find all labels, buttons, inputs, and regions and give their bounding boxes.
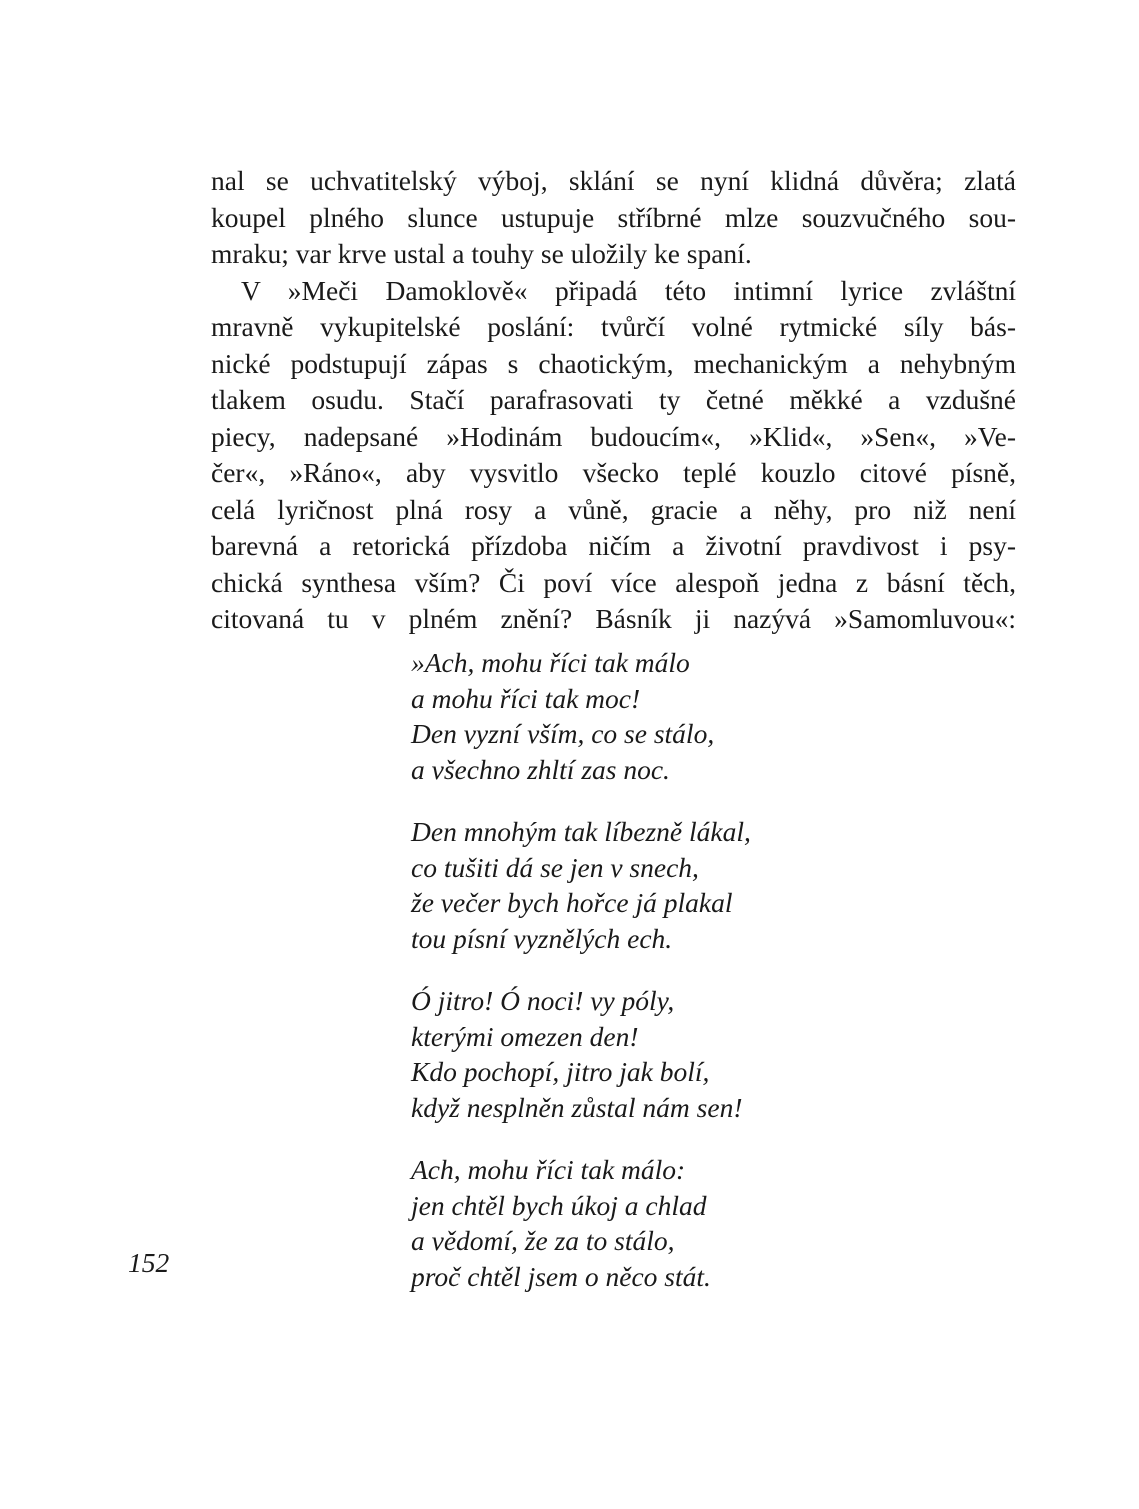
text-line: tlakem osudu. Stačí parafrasovati ty četné měkké a vzdušné	[211, 384, 1016, 415]
poem-verse: Kdo pochopí, jitro jak bolí,	[411, 1056, 710, 1087]
poem-verse: a všechno zhltí zas noc.	[411, 753, 670, 785]
poem-verse: proč chtěl jsem o něco stát.	[411, 1260, 711, 1292]
text-line: čer«, »Ráno«, aby vysvitlo všecko teplé kouzlo citové písně,	[211, 457, 1016, 488]
poem-verse: Den vyzní vším, co se stálo,	[411, 718, 715, 749]
poem-verse: když nesplněn zůstal nám sen!	[411, 1091, 743, 1123]
poem-verse: tou písní vyznělých ech.	[411, 922, 673, 954]
poem-verse: a vědomí, že za to stálo,	[411, 1225, 675, 1256]
text-line: piecy, nadepsané »Hodinám budoucím«, »Klid«, »Sen«, »Ve-	[211, 420, 1016, 452]
poem-stanza	[411, 814, 971, 956]
text-line: V »Meči Damoklově« připadá této intimní lyrice zvláštní	[241, 274, 1016, 306]
poem-verse: a mohu říci tak moc!	[411, 682, 641, 714]
poem-stanza	[411, 645, 971, 787]
text-line: citovaná tu v plném znění? Básník ji nazývá »Samomluvou«:	[211, 603, 1016, 634]
prose-text	[211, 163, 1016, 638]
poem-verse: že večer bych hořce já plakal	[411, 887, 733, 918]
text-line: mraku; var krve ustal a touhy se uložily ke spaní.	[211, 238, 752, 269]
poem-verse: Ach, mohu říci tak málo:	[411, 1154, 686, 1185]
text-line: chická synthesa vším? Či poví více alespoň jedna z básní těch,	[211, 566, 1016, 598]
poem-verse: Den mnohým tak líbezně lákal,	[411, 816, 751, 847]
poem-stanza	[411, 1152, 971, 1294]
text-line: celá lyričnost plná rosy a vůně, gracie a něhy, pro niž není	[211, 493, 1016, 525]
poem-verse: kterými omezen den!	[411, 1020, 639, 1052]
text-line: nal se uchvatitelský výboj, sklání se nyní klidná důvěra; zlatá	[211, 165, 1016, 196]
page-number: 152	[128, 1247, 170, 1278]
poem-verse: jen chtěl bych úkoj a chlad	[411, 1189, 707, 1221]
text-line: nické podstupují zápas s chaotickým, mechanickým a nehybným	[211, 347, 1016, 379]
text-line: barevná a retorická přízdoba ničím a životní pravdivost i psy-	[211, 530, 1016, 561]
poem-stanza	[411, 983, 971, 1125]
poem-verse: »Ach, mohu říci tak málo	[411, 647, 690, 678]
poem-verse: Ó jitro! Ó noci! vy póly,	[411, 985, 675, 1016]
text-line: mravně vykupitelské poslání: tvůrčí volné rytmické síly bás-	[211, 311, 1016, 342]
poem	[411, 645, 971, 1321]
text-line: koupel plného slunce ustupuje stříbrné mlze souzvučného sou-	[211, 201, 1016, 233]
poem-verse: co tušiti dá se jen v snech,	[411, 851, 699, 883]
